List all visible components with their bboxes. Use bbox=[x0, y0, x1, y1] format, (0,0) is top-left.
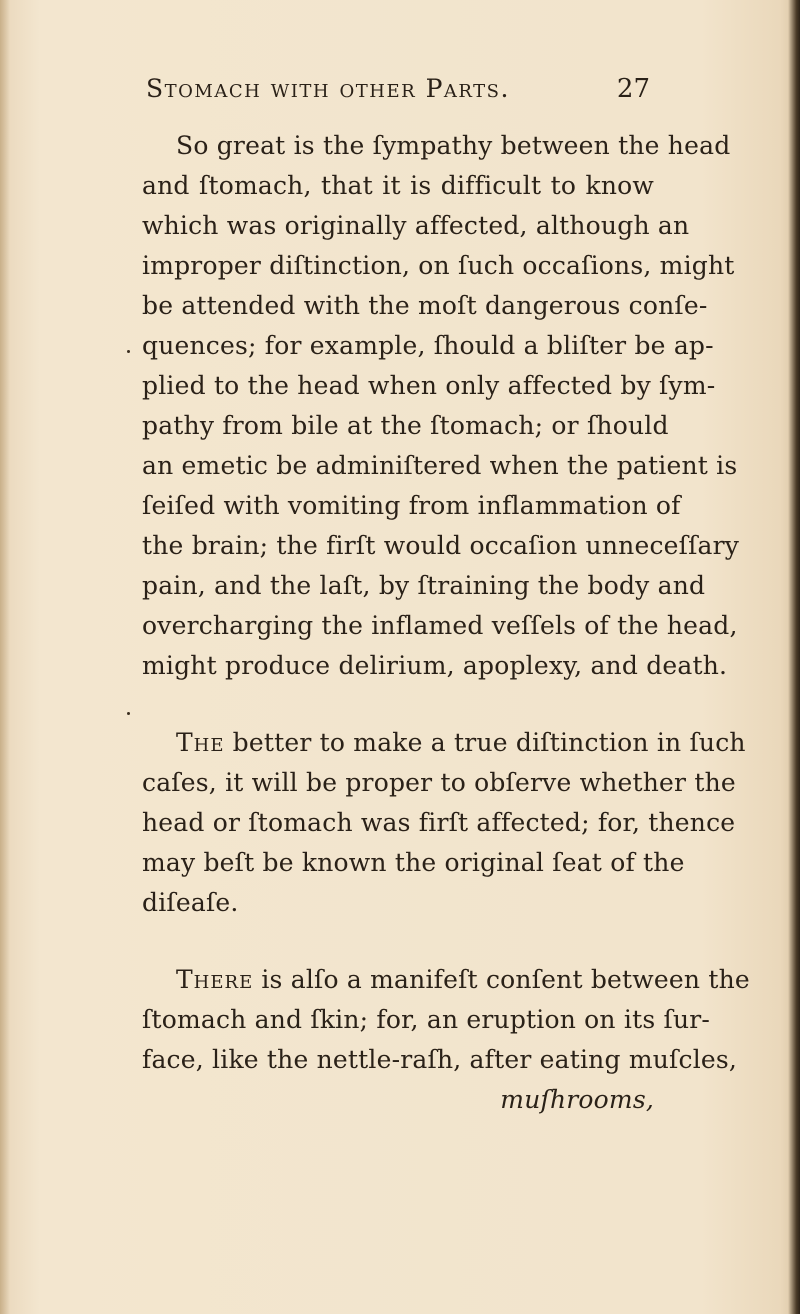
page-header bbox=[140, 74, 660, 114]
text-line: ſeiſed with vomiting from inflammation of bbox=[142, 491, 681, 520]
text-line: improper diſtinction, on ſuch occaſions, might bbox=[142, 251, 735, 280]
text-line: may beſt be known the original ſeat of the bbox=[142, 848, 685, 877]
text-line: plied to the head when only affected by ſym- bbox=[142, 371, 716, 400]
text-line: ſtomach and ſkin; for, an eruption on its ſur- bbox=[142, 1005, 711, 1034]
text-line: the brain; the firſt would occaſion unneceſſary bbox=[142, 531, 740, 560]
paragraph-lead-word: There bbox=[176, 965, 254, 994]
page-gutter-shadow bbox=[0, 0, 10, 1314]
text-line: head or ſtomach was firſt affected; for, thence bbox=[142, 808, 736, 837]
text-line: face, like the nettle-raſh, after eating muſcles, bbox=[142, 1045, 738, 1074]
text-line: pathy from bile at the ſtomach; or ſhould bbox=[142, 411, 669, 440]
text-line: might produce delirium, apoplexy, and death. bbox=[142, 651, 728, 680]
page-edge-shadow bbox=[788, 0, 800, 1314]
text-line: diſeaſe. bbox=[142, 888, 239, 917]
text-line: So great is the ſympathy between the head bbox=[176, 131, 731, 160]
text-line: which was originally affected, although an bbox=[142, 211, 690, 240]
body-text bbox=[142, 126, 750, 1120]
text-line: and ſtomach, that it is difficult to know bbox=[142, 171, 654, 200]
paragraph-2 bbox=[142, 723, 746, 923]
running-head: Stomach with other Parts. bbox=[146, 74, 510, 103]
paper-speck bbox=[127, 350, 130, 353]
text-line: There is alſo a manifeſt conſent between the bbox=[176, 965, 750, 994]
text-line: quences; for example, ſhould a bliſter be ap- bbox=[142, 331, 714, 360]
text-line: caſes, it will be proper to obſerve whether the bbox=[142, 768, 736, 797]
page-number: 27 bbox=[616, 74, 650, 104]
catchword: muſhrooms, bbox=[500, 1085, 654, 1114]
paragraph-3 bbox=[142, 960, 750, 1120]
text-line: The better to make a true diſtinction in ſuch bbox=[176, 728, 746, 757]
text-line: overcharging the inflamed veſſels of the head, bbox=[142, 611, 738, 640]
text-line: pain, and the laſt, by ſtraining the body and bbox=[142, 571, 706, 600]
paragraph-lead-word: The bbox=[176, 728, 225, 757]
text-line: be attended with the moſt dangerous conſe- bbox=[142, 291, 708, 320]
paragraph-1 bbox=[142, 126, 740, 686]
text-line: an emetic be adminiſtered when the patient is bbox=[142, 451, 738, 480]
paper-speck bbox=[127, 712, 130, 715]
